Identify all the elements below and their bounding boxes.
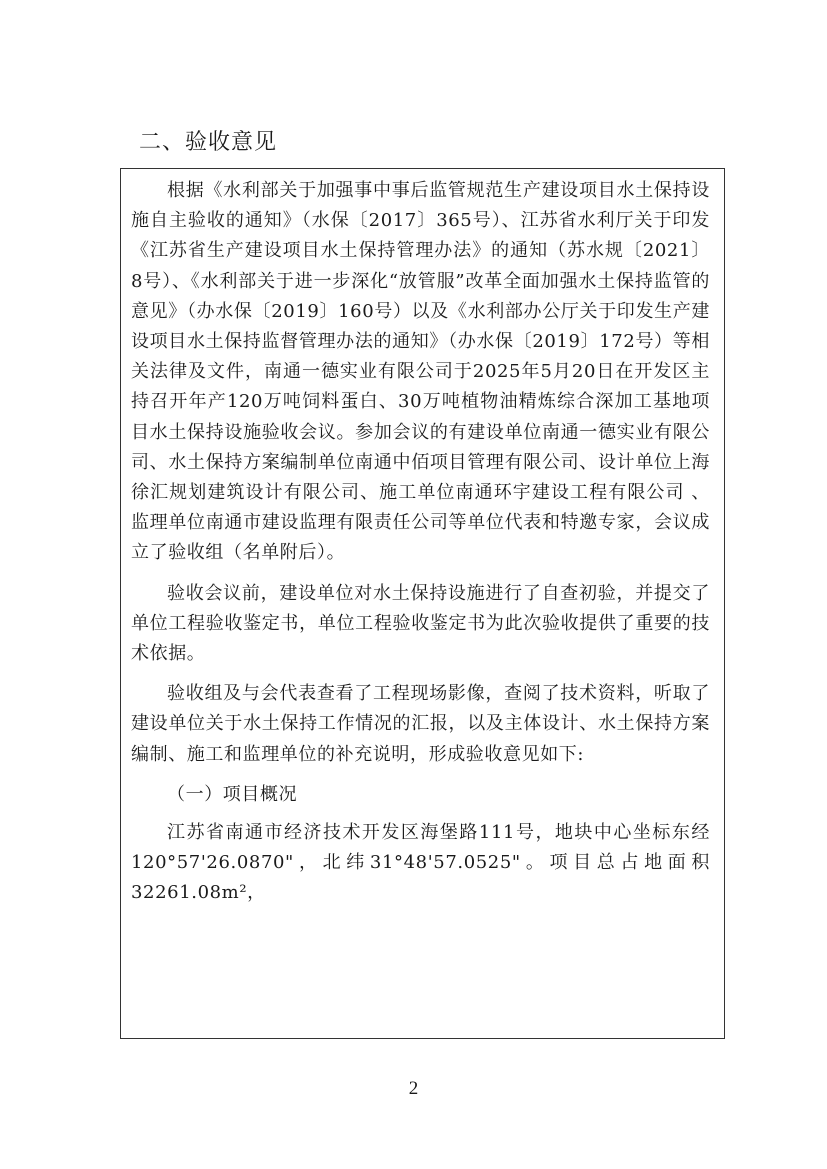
acceptance-opinion-box xyxy=(120,168,725,1039)
paragraph-self-inspection: 验收会议前，建设单位对水土保持设施进行了自查初验，并提交了单位工程验收鉴定书，单位工程验收鉴定书为此次验收提供了重要的技术依据。 xyxy=(131,582,710,665)
paragraph-project-overview: 江苏省南通市经济技术开发区海堡路111号，地块中心坐标东经120°57'26.0870"，北纬31°48'57.0525"。项目总占地面积32261.08m²， xyxy=(131,822,710,904)
paragraph-legal-basis: 根据《水利部关于加强事中事后监管规范生产建设项目水土保持设施自主验收的通知》（水保〔2017〕365号）、江苏省水利厅关于印发《江苏省生产建设项目水土保持管理办法》的通知（苏水规〔2021〕8号）、《水利部关于进一步深化“放管服”改革全面加强水土保持监管的意见》（办水保〔2019〕160号）以及《水利部办公厅关于印发生产建设项目水土保持监督管理办法的通知》（办水保〔2019〕172号）等相关法律及文件，南通一德实业有限公司于2025年5月20日在开发区主持召开年产120万吨饲料蛋白、30万吨植物油精炼综合深加工基地项目水土保持设施验收会议。参加会议的有建设单位南通一德实业有限公司、水土保持方案编制单位南通中佰项目管理有限公司、设计单位上海徐汇规划建筑设计有限公司、施工单位南通环宇建设工程有限公司 、监理单位南通市建设监理有限责任公司等单位代表和特邀专家，会议成立了验收组（名单附后）。 xyxy=(131,180,710,564)
subsection-heading-project-overview: （一）项目概况 xyxy=(167,783,298,805)
page-number: 2 xyxy=(408,1078,419,1099)
paragraph-review-summary: 验收组及与会代表查看了工程现场影像，查阅了技术资料，听取了建设单位关于水土保持工作情况的汇报，以及主体设计、水土保持方案编制、施工和监理单位的补充说明，形成验收意见如下: xyxy=(131,683,710,765)
section-heading: 二、验收意见 xyxy=(139,130,278,155)
